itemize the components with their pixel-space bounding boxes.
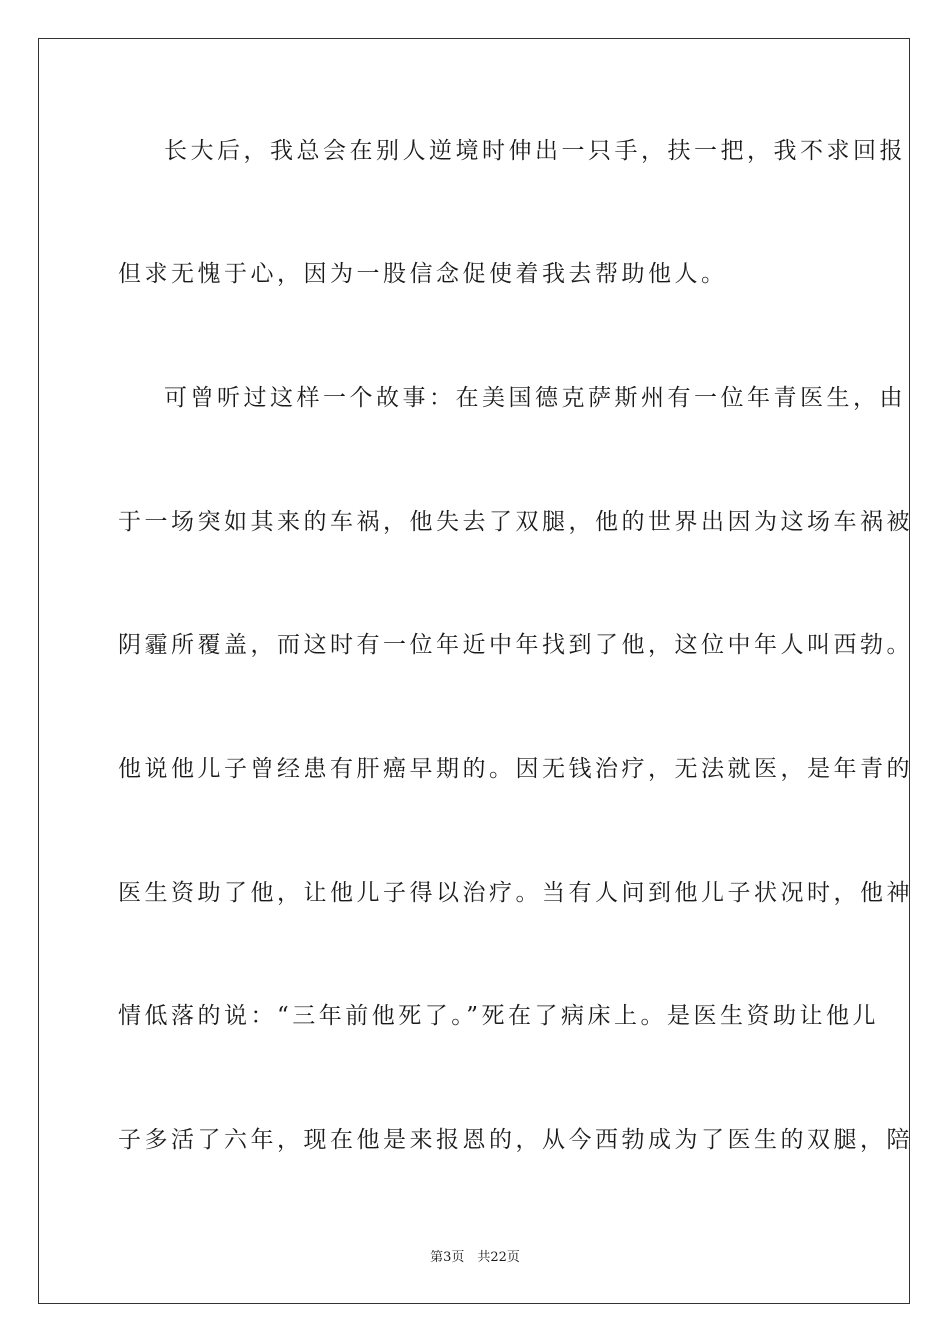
paragraph-line-4: 于一场突如其来的车祸，他失去了双腿，他的世界出因为这场车祸被 xyxy=(118,509,913,535)
paragraph-line-5: 阴霾所覆盖，而这时有一位年近中年找到了他，这位中年人叫西勃。 xyxy=(118,632,913,658)
page-number-footer: 第3页 共22页 xyxy=(430,1250,520,1265)
paragraph-line-6: 他说他儿子曾经患有肝癌早期的。因无钱治疗，无法就医，是年青的 xyxy=(118,756,913,782)
paragraph-line-2: 但求无愧于心，因为一股信念促使着我去帮助他人。 xyxy=(118,261,728,287)
paragraph-line-1: 长大后，我总会在别人逆境时伸出一只手，扶一把，我不求回报 xyxy=(164,138,906,164)
paragraph-line-9: 子多活了六年，现在他是来报恩的，从今西勃成为了医生的双腿，陪 xyxy=(118,1127,913,1153)
paragraph-line-7: 医生资助了他，让他儿子得以治疗。当有人问到他儿子状况时，他神 xyxy=(118,880,913,906)
page-border xyxy=(38,38,913,1304)
paragraph-line-3: 可曾听过这样一个故事：在美国德克萨斯州有一位年青医生，由 xyxy=(164,385,906,411)
paragraph-line-8: 情低落的说：“三年前他死了。”死在了病床上。是医生资助让他儿 xyxy=(118,1003,880,1029)
